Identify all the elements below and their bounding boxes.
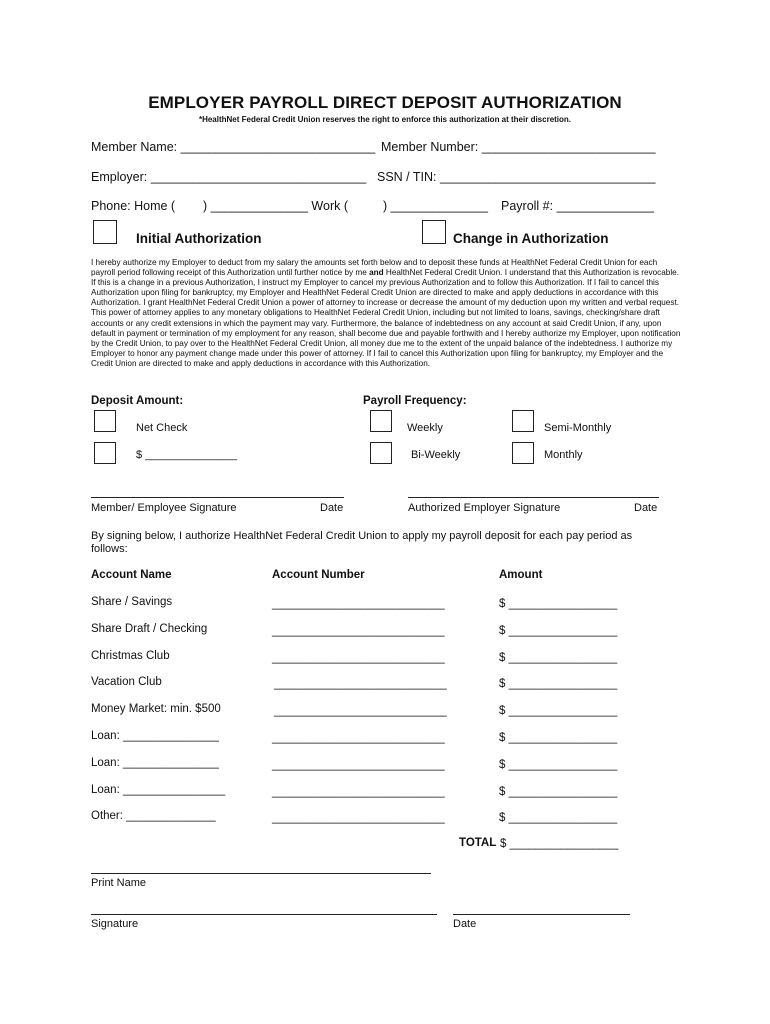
member-date-label: Date: [320, 502, 344, 514]
allocation-intro: By signing below, I authorize HealthNet Federal Credit Union to apply my payroll deposit for each pay period as follows:: [91, 530, 633, 555]
row-number-field[interactable]: ___________________________: [272, 732, 445, 744]
row-number-field[interactable]: ___________________________: [272, 625, 445, 637]
row-number-field[interactable]: ___________________________: [274, 678, 447, 690]
change-authorization-label: Change in Authorization: [453, 231, 609, 246]
row-name-field[interactable]: Other: ______________: [91, 810, 216, 822]
row-name: Christmas Club: [91, 650, 170, 662]
form-subtitle: *HealthNet Federal Credit Union reserves the right to enforce this authorization at their discretion.: [198, 115, 572, 124]
form-title: EMPLOYER PAYROLL DIRECT DEPOSIT AUTHORIZATION: [148, 93, 622, 112]
row-amount-field[interactable]: $ _________________: [499, 759, 618, 771]
member-name-field[interactable]: Member Name: ____________________________: [91, 140, 376, 154]
row-name: Share / Savings: [91, 596, 173, 608]
member-signature-label: Member/ Employee Signature: [91, 502, 237, 514]
deposit-amount-heading: Deposit Amount:: [91, 395, 184, 407]
row-amount-field[interactable]: $ _________________: [499, 598, 618, 610]
row-name-field[interactable]: Loan: _______________: [91, 757, 219, 769]
change-authorization-checkbox[interactable]: [422, 220, 446, 244]
row-number-field[interactable]: ___________________________: [274, 705, 447, 717]
employer-field[interactable]: Employer: _______________________________: [91, 170, 367, 184]
authorization-paragraph: I hereby authorize my Employer to deduct from my salary the amounts set forth below and to deposit these funds at HealthNet Federal Credit Union for each payroll period following receipt of this Authorization until further notice by me and HealthNet Federal Credit Union. I understand that this Authorization is revocable. If this is a change in a previous Authorization, I instruct my Employer to cancel my previous Authorization and to follow this Authorization. If I fail to cancel this Authorization upon filing for bankruptcy, my Employer and HealthNet Federal Credit Union are directed to make and apply deductions in accordance with this Authorization. I grant HealthNet Federal Credit Union a power of attorney to increase or decrease the amount of my deduction upon my written and verbal request. This power of attorney applies to any monetary obligations to HealthNet Federal Credit Union, including but not limited to loans, savings, checking/share draft accounts or any credit extensions in which the payment may vary. Furthermore, the balance of indebtedness on any account at said Credit Union, if any, upon default in payment or termination of my employment for any reason, shall become due and payable forthwith and I hereby authorize my Employer, upon notification by the Credit Union, to pay over to the HealthNet Federal Credit Union, all money due me to the extent of the unpaid balance of the indebtedness. I authorize my Employer to honor any payment change made under this power of attorney. If I fail to cancel this Authorization upon filing for bankruptcy, my Employer and the Credit Union are directed to make and apply deductions in accordance with this Authorization.: [91, 258, 681, 368]
phone-home-label: Phone: Home (: [91, 199, 176, 213]
row-amount-field[interactable]: $ _________________: [499, 732, 618, 744]
total-amount-field[interactable]: $ _________________: [500, 838, 619, 850]
date-line[interactable]: [453, 914, 630, 915]
member-number-field[interactable]: Member Number: _________________________: [381, 140, 656, 154]
member-signature-line[interactable]: [91, 497, 344, 498]
print-name-line[interactable]: [91, 873, 431, 874]
row-name: Vacation Club: [91, 676, 162, 688]
monthly-checkbox[interactable]: [512, 442, 534, 464]
monthly-label: Monthly: [544, 449, 583, 461]
amount-field[interactable]: $ _______________: [136, 449, 237, 461]
row-amount-field[interactable]: $ _________________: [499, 625, 618, 637]
row-number-field[interactable]: ___________________________: [272, 786, 445, 798]
weekly-checkbox[interactable]: [370, 410, 392, 432]
semi-monthly-checkbox[interactable]: [512, 410, 534, 432]
row-amount-field[interactable]: $ _________________: [499, 652, 618, 664]
semi-monthly-label: Semi-Monthly: [544, 422, 612, 434]
row-number-field[interactable]: ___________________________: [272, 812, 445, 824]
row-number-field[interactable]: ___________________________: [272, 652, 445, 664]
row-amount-field[interactable]: $ _________________: [499, 678, 618, 690]
payroll-frequency-heading: Payroll Frequency:: [363, 395, 467, 407]
row-name: Money Market: min. $500: [91, 703, 221, 715]
weekly-label: Weekly: [407, 422, 443, 434]
phone-work-field[interactable]: ) ______________: [383, 199, 488, 213]
net-check-checkbox[interactable]: [94, 410, 116, 432]
bi-weekly-label: Bi-Weekly: [411, 449, 461, 461]
employer-date-label: Date: [634, 502, 658, 514]
signature-label: Signature: [91, 918, 139, 930]
phone-home-field[interactable]: ) ______________ Work (: [203, 199, 349, 213]
ssn-tin-field[interactable]: SSN / TIN: _______________________________: [377, 170, 656, 184]
account-name-header: Account Name: [91, 569, 172, 581]
row-number-field[interactable]: ___________________________: [272, 598, 445, 610]
net-check-label: Net Check: [136, 422, 188, 434]
row-amount-field[interactable]: $ _________________: [499, 812, 618, 824]
print-name-label: Print Name: [91, 877, 147, 889]
total-label: TOTAL: [459, 837, 497, 849]
row-amount-field[interactable]: $ _________________: [499, 786, 618, 798]
bi-weekly-checkbox[interactable]: [370, 442, 392, 464]
signature-line[interactable]: [91, 914, 437, 915]
row-name-field[interactable]: Loan: ________________: [91, 784, 226, 796]
row-name: Share Draft / Checking: [91, 623, 208, 635]
row-number-field[interactable]: ___________________________: [272, 759, 445, 771]
initial-authorization-checkbox[interactable]: [93, 220, 117, 244]
date-label: Date: [453, 918, 477, 930]
account-number-header: Account Number: [272, 569, 365, 581]
employer-signature-line[interactable]: [408, 497, 659, 498]
amount-checkbox[interactable]: [94, 442, 116, 464]
row-amount-field[interactable]: $ _________________: [499, 705, 618, 717]
employer-signature-label: Authorized Employer Signature: [408, 502, 561, 514]
amount-header: Amount: [499, 569, 543, 581]
row-name-field[interactable]: Loan: _______________: [91, 730, 219, 742]
initial-authorization-label: Initial Authorization: [136, 231, 262, 246]
payroll-number-field[interactable]: Payroll #: ______________: [501, 199, 654, 213]
